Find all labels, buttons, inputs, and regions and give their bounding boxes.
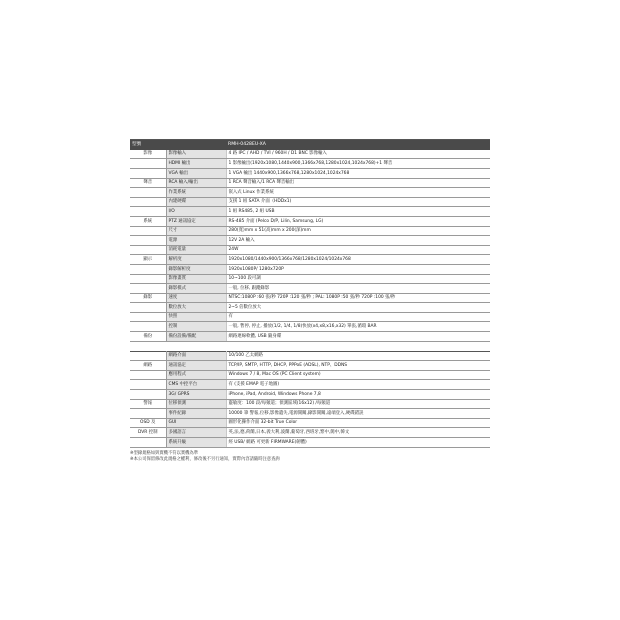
spec-row — [130, 264, 490, 274]
spec-value: 1920x1080P/ 1280x720P — [226, 264, 490, 274]
spec-category: OSD 及 — [130, 418, 166, 428]
spec-value: TCP/IP, SMTP, HTTP, DHCP, PPPoE (ADSL), NTP、DDNS — [226, 361, 490, 371]
spec-row — [130, 322, 490, 332]
spec-category — [130, 351, 166, 361]
spec-value: 2~5 倍數位放大 — [226, 303, 490, 313]
spec-value: 圖形化操作介面 32-bit True Color — [226, 418, 490, 428]
spec-category — [130, 322, 166, 332]
spec-row — [130, 399, 490, 409]
spec-row — [130, 418, 490, 428]
spec-label: CMS 中控平台 — [166, 380, 226, 390]
spec-category — [130, 312, 166, 322]
spec-label: RCA 輸入/輸出 — [166, 178, 226, 188]
spec-label: GUI — [166, 418, 226, 428]
spec-value: 一般, 暫停, 停止, 播放(1/2, 1/4, 1/8)快放(x4,x8,x16,x32) 單張,循環 BAR — [226, 322, 490, 332]
spec-category: 網路 — [130, 361, 166, 371]
spec-category — [130, 236, 166, 246]
spec-label: 數位放大 — [166, 303, 226, 313]
spec-value: 英,法,德,荷蘭,日本,義大利,波蘭,葡萄牙,西班牙,繁中,簡中,韓文 — [226, 428, 490, 438]
spec-label: 影像畫質 — [166, 274, 226, 284]
spec-category: 系統 — [130, 216, 166, 226]
spec-value: 經 USB/ 網路 可更新 FIRMWARE(韌體) — [226, 438, 490, 448]
spec-value: 1920x1080/1440x900/1366x768/1280x1024/1024x768 — [226, 255, 490, 265]
spec-value: iPhone, iPad, Android, Windows Phone 7,8 — [226, 390, 490, 400]
spec-category: 顯示 — [130, 255, 166, 265]
spec-value: 有 — [226, 312, 490, 322]
spec-row — [130, 312, 490, 322]
spec-row — [130, 293, 490, 303]
spec-row — [130, 207, 490, 217]
spec-category — [130, 207, 166, 217]
spec-category — [130, 303, 166, 313]
spec-label: 解析度 — [166, 255, 226, 265]
spec-value: 網路連線軟體, USB 隨身碟 — [226, 332, 490, 342]
spec-label: 速度 — [166, 293, 226, 303]
spec-category — [130, 159, 166, 169]
spec-row — [130, 188, 490, 198]
spec-label: 控制 — [166, 322, 226, 332]
spec-category — [130, 409, 166, 419]
spec-label: HDMI 輸出 — [166, 159, 226, 169]
spec-row — [130, 150, 490, 159]
spec-label: PTZ 通訊協定 — [166, 216, 226, 226]
spec-category — [130, 370, 166, 380]
spec-value: Windows 7 / 8, Mac OS (PC Client system) — [226, 370, 490, 380]
spec-value: 10~100 段可調 — [226, 274, 490, 284]
spec-category — [130, 284, 166, 294]
spec-category: 警報 — [130, 399, 166, 409]
spec-table-network — [130, 351, 490, 448]
spec-row — [130, 428, 490, 438]
footnotes — [130, 451, 490, 464]
spec-value: 280(寬)mm x 51(高)mm x 200(深)mm — [226, 226, 490, 236]
spec-label: 消耗電量 — [166, 245, 226, 255]
spec-label: 電源 — [166, 236, 226, 246]
spec-row — [130, 255, 490, 265]
spec-value: NTSC:1080P :60 張/秒 720P :120 張/秒 ; PAL: 1080P :50 張/秒 720P :100 張/秒 — [226, 293, 490, 303]
spec-label: 位移偵測 — [166, 399, 226, 409]
spec-value: 1 組 RS485, 2 組 USB — [226, 207, 490, 217]
spec-value: 一般, 位移, 跟蹤錄影 — [226, 284, 490, 294]
spec-value: 有 (支援 EMAP 電子地圖) — [226, 380, 490, 390]
model-number: RMH-0428EU-XA — [226, 140, 490, 150]
spec-row — [130, 168, 490, 178]
spec-label: 錄影模式 — [166, 284, 226, 294]
spec-value: 24W — [226, 245, 490, 255]
spec-row — [130, 409, 490, 419]
spec-row — [130, 216, 490, 226]
spec-label: 多國語言 — [166, 428, 226, 438]
spec-row — [130, 178, 490, 188]
spec-sheet — [130, 139, 490, 464]
spec-row — [130, 380, 490, 390]
spec-category: DVR 控制 — [130, 428, 166, 438]
footnote: ※本公司保留修改此規格之權利，修改後不另行通知，實際內容請隨時注意查詢 — [130, 457, 280, 463]
spec-category — [130, 438, 166, 448]
spec-category — [130, 168, 166, 178]
spec-row — [130, 197, 490, 207]
spec-row — [130, 390, 490, 400]
spec-label: VGA 輸出 — [166, 168, 226, 178]
spec-row — [130, 332, 490, 342]
spec-label: 應用程式 — [166, 370, 226, 380]
spec-row — [130, 245, 490, 255]
spec-category — [130, 197, 166, 207]
spec-category — [130, 188, 166, 198]
spec-value: 嵌入式 Linux 作業系統 — [226, 188, 490, 198]
spec-label: 影像輸入 — [166, 150, 226, 159]
spec-label: 快照 — [166, 312, 226, 322]
spec-row — [130, 361, 490, 371]
spec-value: 10000 筆 警報,位移,影像遺失,電源開關,錄影開關,遠端登入,硬碟錯誤 — [226, 409, 490, 419]
spec-label: 系統升級 — [166, 438, 226, 448]
footnote: ※型錄規格如與實機不符以實機為準 — [130, 450, 199, 456]
spec-row — [130, 226, 490, 236]
spec-value: 10/100 乙太網路 — [226, 351, 490, 361]
spec-category: 影像 — [130, 150, 166, 159]
spec-category — [130, 226, 166, 236]
spec-category — [130, 264, 166, 274]
spec-value: 支援 1 組 SATA 介面（HDDx1) — [226, 197, 490, 207]
spec-category — [130, 380, 166, 390]
spec-label: 網路介面 — [166, 351, 226, 361]
spec-label: 內建硬碟 — [166, 197, 226, 207]
spec-label: I/O — [166, 207, 226, 217]
spec-row — [130, 284, 490, 294]
header-spacer — [166, 140, 226, 150]
spec-value: 靈敏度：100 段/每頻道；偵測區域(16x12) /每頻道 — [226, 399, 490, 409]
table-header-row — [130, 140, 490, 150]
spec-row — [130, 274, 490, 284]
spec-label: 錄影解析度 — [166, 264, 226, 274]
spec-label: 事件紀錄 — [166, 409, 226, 419]
spec-category — [130, 245, 166, 255]
spec-category: 備份 — [130, 332, 166, 342]
header-label: 型號 — [130, 140, 166, 150]
spec-value: 4 路 IPC / AHD / TVI / 960H / D1 BNC 影像輸入 — [226, 150, 490, 159]
spec-row — [130, 159, 490, 169]
spec-table — [130, 139, 490, 342]
spec-label: 尺寸 — [166, 226, 226, 236]
spec-row — [130, 236, 490, 246]
spec-label: 備份設備/備配 — [166, 332, 226, 342]
spec-value: 1 VGA 輸出 1440x900,1366x768,1280x1024,1024x768 — [226, 168, 490, 178]
spec-label: 作業系統 — [166, 188, 226, 198]
spec-row — [130, 303, 490, 313]
spec-row — [130, 351, 490, 361]
spec-category — [130, 390, 166, 400]
spec-row — [130, 370, 490, 380]
spec-label: 通訊協定 — [166, 361, 226, 371]
spec-category — [130, 274, 166, 284]
spec-value: RS-485 介面 (Pelco D/P, Lilin, Samsung, LG) — [226, 216, 490, 226]
spec-value: 12V 2A 輸入 — [226, 236, 490, 246]
spec-value: 1 影像輸出(1920x1080,1440x900,1366x768,1280x1024,1024x768)+1 聲音 — [226, 159, 490, 169]
spec-value: 1 RCA 聲音輸入/1 RCA 聲音輸出 — [226, 178, 490, 188]
spec-row — [130, 438, 490, 448]
spec-category: 錄影 — [130, 293, 166, 303]
spec-category: 聲音 — [130, 178, 166, 188]
spec-label: 3G/ GPRS — [166, 390, 226, 400]
